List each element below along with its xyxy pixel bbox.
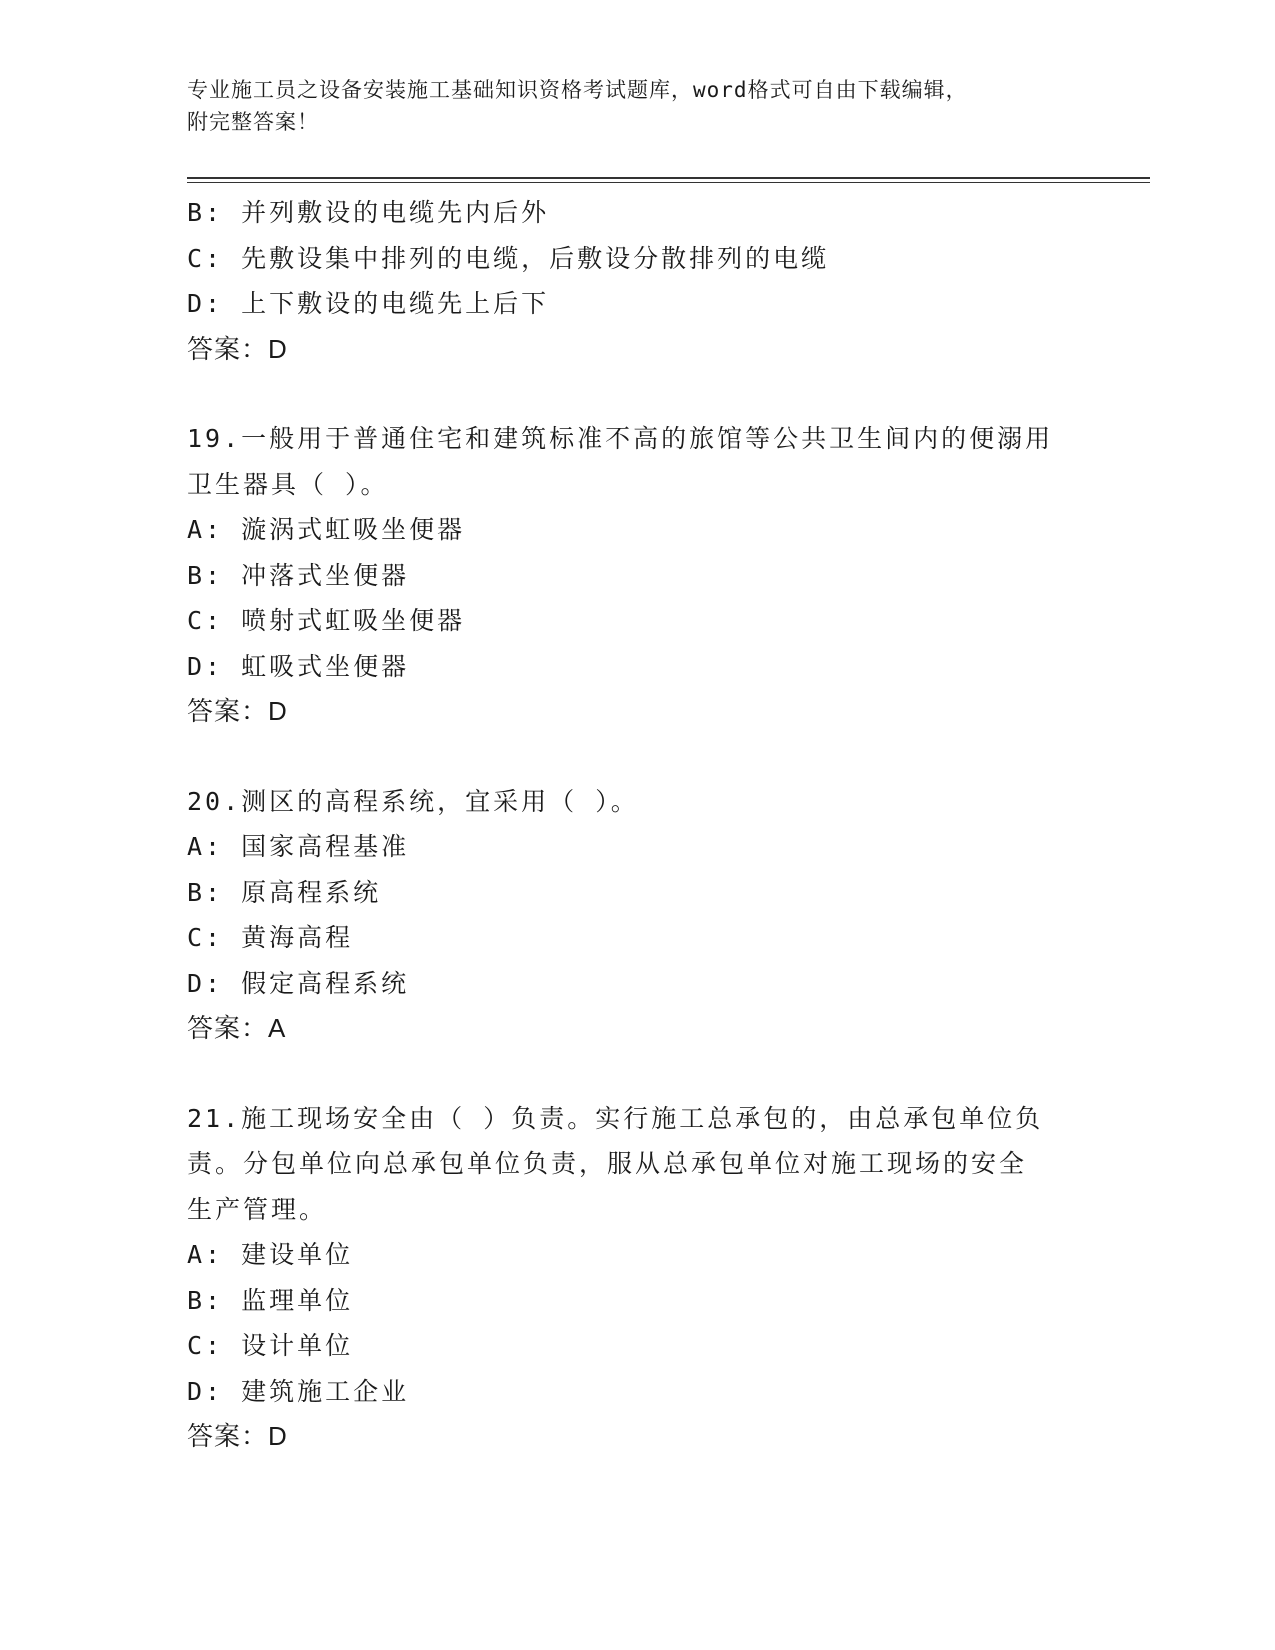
header-line-2: 附完整答案！ bbox=[187, 110, 319, 134]
option-a: A: 国家高程基准 bbox=[187, 832, 410, 861]
header-divider-thin bbox=[187, 182, 1150, 183]
option-c: C: 黄海高程 bbox=[187, 923, 354, 952]
question-stem-line: 生产管理。 bbox=[187, 1194, 328, 1224]
question-stem-line: 20.测区的高程系统，宜采用（ ）。 bbox=[187, 786, 639, 816]
answer: 答案：D bbox=[187, 333, 288, 364]
question-stem bbox=[187, 779, 1067, 825]
option-d: D: 假定高程系统 bbox=[187, 968, 410, 998]
header-divider-thick bbox=[187, 177, 1150, 179]
option-b: B: 原高程系统 bbox=[187, 877, 382, 907]
option-d: D: 建筑施工企业 bbox=[187, 1376, 410, 1406]
question-19 bbox=[187, 416, 1087, 735]
answer: 答案：D bbox=[187, 696, 288, 726]
question-21 bbox=[187, 1096, 1087, 1460]
option-b: B: 监理单位 bbox=[187, 1285, 354, 1315]
option-b: B: 并列敷设的电缆先内后外 bbox=[187, 198, 550, 227]
option-c: C: 喷射式虹吸坐便器 bbox=[187, 606, 466, 635]
question-stem bbox=[187, 1096, 1067, 1233]
question-stem-line: 19.一般用于普通住宅和建筑标准不高的旅馆等公共卫生间内的便溺用 bbox=[187, 424, 1054, 453]
header-line-1: 专业施工员之设备安装施工基础知识资格考试题库，word格式可自由下载编辑， bbox=[187, 78, 968, 102]
option-d: D: 上下敷设的电缆先上后下 bbox=[187, 289, 550, 318]
option-c: C: 先敷设集中排列的电缆，后敷设分散排列的电缆 bbox=[187, 243, 830, 273]
question-stem bbox=[187, 416, 1067, 507]
option-a: A: 建设单位 bbox=[187, 1240, 354, 1269]
question-stem-line: 责。分包单位向总承包单位负责，服从总承包单位对施工现场的安全 bbox=[187, 1149, 1028, 1178]
partial-question bbox=[187, 190, 1087, 372]
option-d: D: 虹吸式坐便器 bbox=[187, 651, 410, 681]
option-b: B: 冲落式坐便器 bbox=[187, 560, 410, 590]
answer: 答案：A bbox=[187, 1013, 287, 1043]
question-20 bbox=[187, 779, 1087, 1052]
question-stem-line: 21.施工现场安全由（ ）负责。实行施工总承包的，由总承包单位负 bbox=[187, 1103, 1044, 1133]
option-c: C: 设计单位 bbox=[187, 1331, 354, 1360]
answer: 答案：D bbox=[187, 1421, 288, 1451]
question-list bbox=[187, 190, 1087, 1460]
question-stem-line: 卫生器具（ ）。 bbox=[187, 469, 389, 499]
option-a: A: 漩涡式虹吸坐便器 bbox=[187, 515, 466, 544]
document-header bbox=[187, 74, 1067, 138]
